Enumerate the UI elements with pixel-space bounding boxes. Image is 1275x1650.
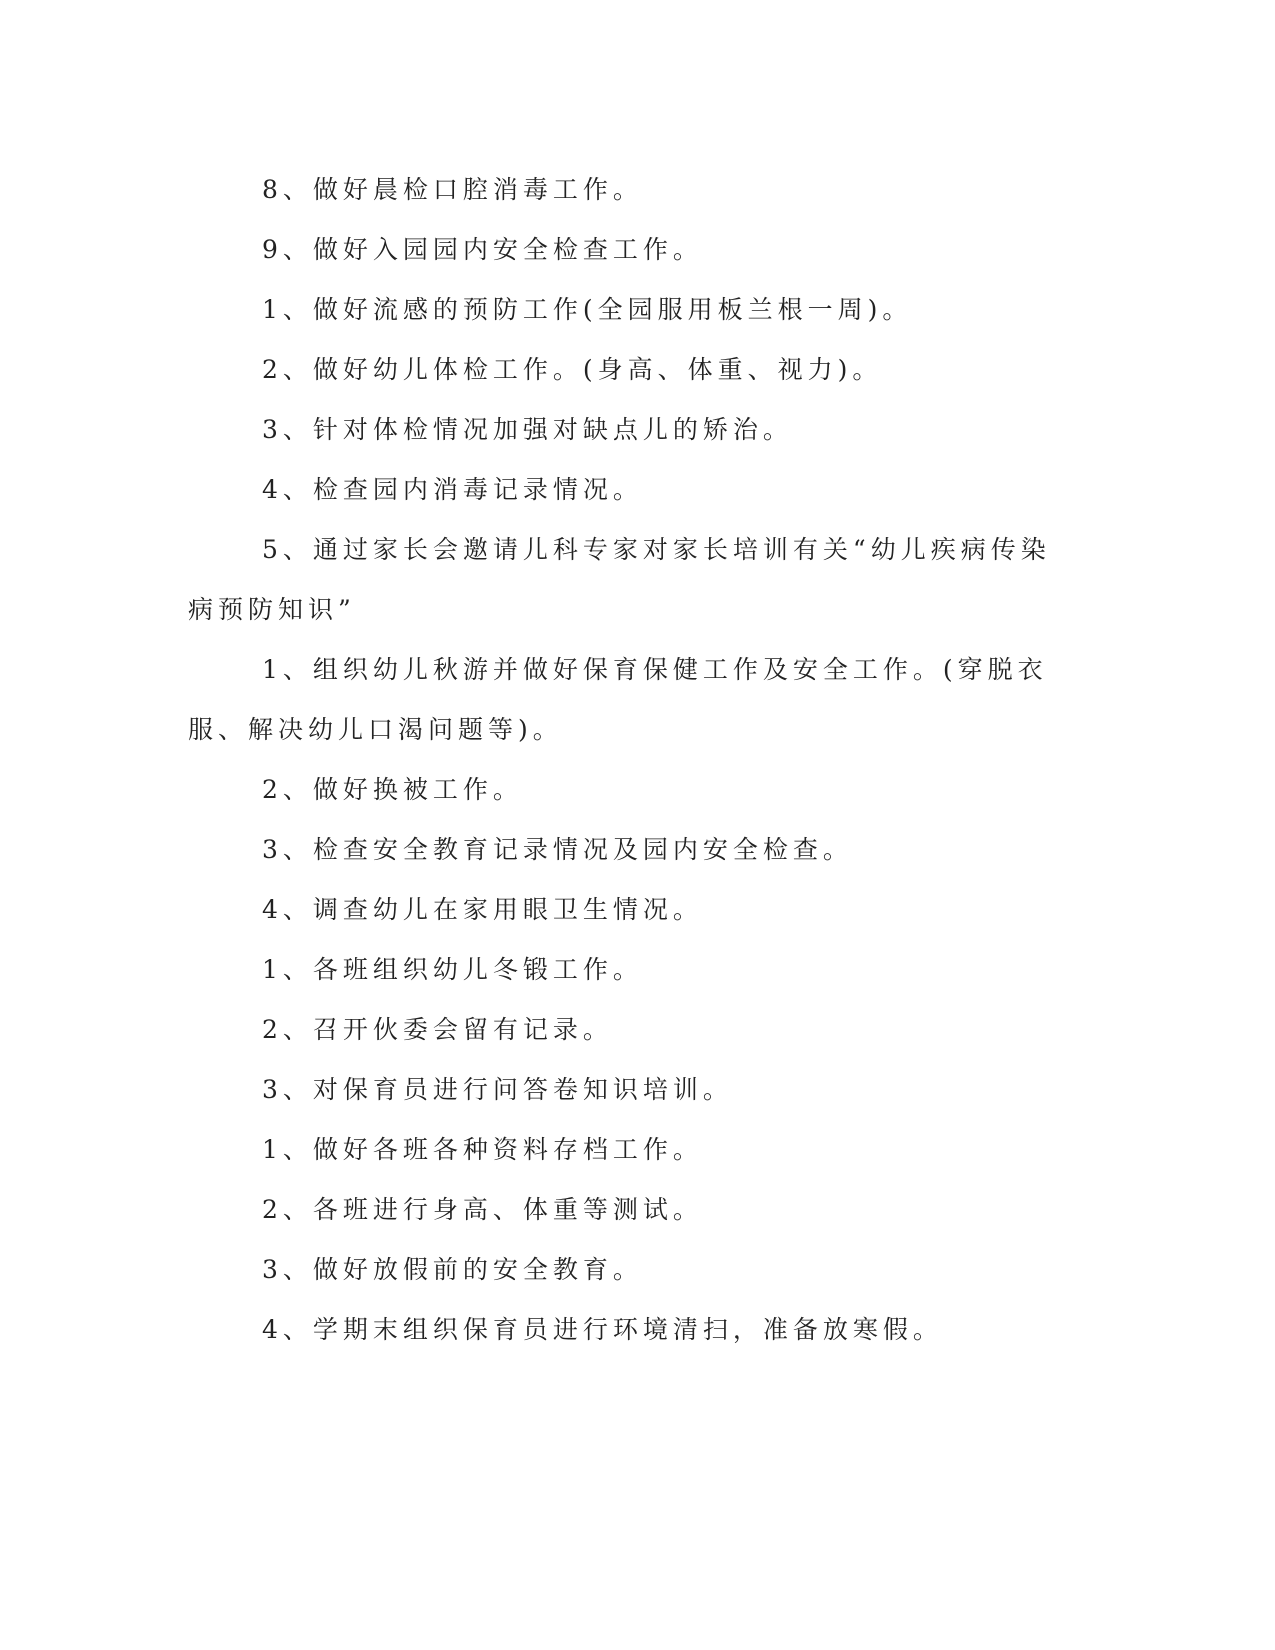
- paragraph: 2、召开伙委会留有记录。: [262, 1015, 613, 1044]
- paragraph: 1、组织幼儿秋游并做好保育保健工作及安全工作。(穿脱衣服、解决幼儿口渴问题等)。: [188, 655, 1048, 744]
- paragraph: 4、调查幼儿在家用眼卫生情况。: [262, 895, 703, 924]
- paragraph: 4、检查园内消毒记录情况。: [262, 475, 643, 504]
- paragraph: 1、各班组织幼儿冬锻工作。: [262, 955, 643, 984]
- paragraph: 2、做好换被工作。: [262, 775, 523, 804]
- paragraph: 4、学期末组织保育员进行环境清扫，准备放寒假。: [262, 1315, 943, 1344]
- paragraph: 5、通过家长会邀请儿科专家对家长培训有关“幼儿疾病传染病预防知识”: [188, 535, 1051, 624]
- paragraph: 3、对保育员进行问答卷知识培训。: [262, 1075, 733, 1104]
- paragraph: 3、检查安全教育记录情况及园内安全检查。: [262, 835, 853, 864]
- paragraph: 3、针对体检情况加强对缺点儿的矫治。: [262, 415, 793, 444]
- document-body: [188, 160, 1068, 1360]
- paragraph: 1、做好各班各种资料存档工作。: [262, 1135, 703, 1164]
- paragraph: 3、做好放假前的安全教育。: [262, 1255, 643, 1284]
- paragraph: 2、各班进行身高、体重等测试。: [262, 1195, 703, 1224]
- paragraph: 2、做好幼儿体检工作。(身高、体重、视力)。: [262, 355, 883, 384]
- paragraph: 1、做好流感的预防工作(全园服用板兰根一周)。: [262, 295, 913, 324]
- paragraph: 9、做好入园园内安全检查工作。: [262, 235, 703, 264]
- paragraph: 8、做好晨检口腔消毒工作。: [262, 175, 643, 204]
